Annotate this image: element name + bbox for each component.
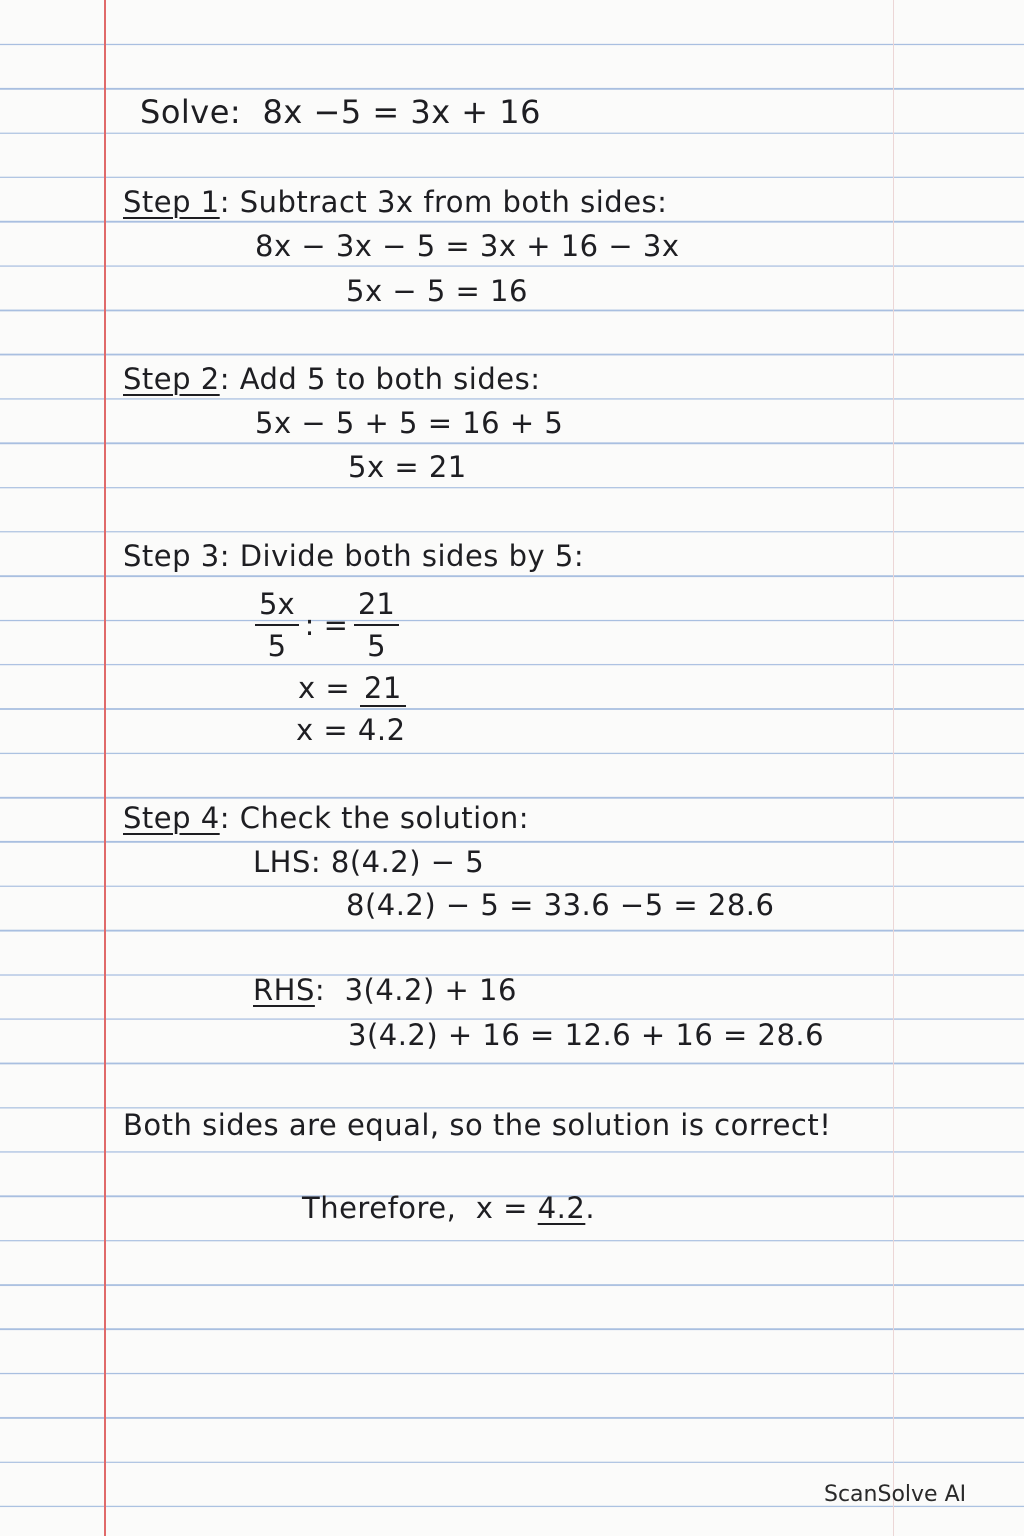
problem-equation: 8x −5 = 3x + 16 — [262, 93, 541, 131]
step-1-heading — [123, 184, 667, 220]
left-numerator: 5x — [255, 584, 299, 626]
lhs-calculation: 8(4.2) − 5 = 33.6 −5 = 28.6 — [346, 888, 775, 922]
conclusion: Both sides are equal, so the solution is correct! — [123, 1108, 832, 1142]
step-3-underlined-21: 21 — [360, 671, 406, 707]
step-1-line-1: 8x − 3x − 5 = 3x + 16 − 3x — [255, 229, 680, 263]
step-3-heading — [123, 538, 584, 574]
rhs-calculation: 3(4.2) + 16 = 12.6 + 16 = 28.6 — [348, 1018, 825, 1052]
final-suffix: . — [585, 1191, 596, 1225]
final-prefix: Therefore, x = — [302, 1191, 538, 1225]
brand-watermark: ScanSolve AI — [824, 1482, 967, 1507]
step-2-label: Step 2 — [123, 362, 220, 396]
lhs-expr: : 8(4.2) − 5 — [310, 845, 485, 879]
step-2-heading — [123, 361, 540, 397]
right-numerator: 21 — [354, 584, 399, 626]
step-4-label: Step 4 — [123, 801, 220, 835]
step-3-line-1 — [298, 670, 406, 706]
step-2-title: : Add 5 to both sides: — [219, 362, 541, 396]
step-2-line-2: 5x = 21 — [348, 450, 467, 484]
step-2-line-1: 5x − 5 + 5 = 16 + 5 — [255, 406, 564, 440]
problem-statement — [140, 94, 541, 130]
red-margin-line — [104, 0, 106, 1536]
rhs-expression — [253, 972, 517, 1008]
lhs-expression — [253, 844, 484, 880]
left-fraction — [255, 584, 299, 666]
step-3-label: Step 3 — [123, 539, 220, 573]
step-3-title: : Divide both sides by 5: — [219, 539, 585, 573]
left-denominator: 5 — [267, 629, 287, 663]
lhs-label: LHS — [253, 845, 311, 879]
step-3-line-2: x = 4.2 — [296, 713, 406, 747]
fraction-operator: : = — [304, 608, 348, 642]
x-equals: x = — [298, 671, 360, 705]
right-denominator: 5 — [367, 629, 386, 663]
right-margin-line — [893, 0, 894, 1536]
step-4-heading — [123, 800, 529, 836]
right-fraction — [354, 584, 399, 666]
step-1-label: Step 1 — [123, 185, 220, 219]
step-1-title: : Subtract 3x from both sides: — [219, 185, 668, 219]
rhs-label: RHS — [253, 973, 315, 1007]
final-answer — [302, 1190, 595, 1226]
problem-label: Solve: — [140, 93, 242, 131]
step-4-title: : Check the solution: — [219, 801, 530, 835]
step-1-line-2: 5x − 5 = 16 — [346, 274, 528, 308]
step-3-fraction-equation — [255, 584, 399, 666]
rhs-expr: : 3(4.2) + 16 — [314, 973, 517, 1007]
final-value: 4.2 — [537, 1191, 586, 1225]
